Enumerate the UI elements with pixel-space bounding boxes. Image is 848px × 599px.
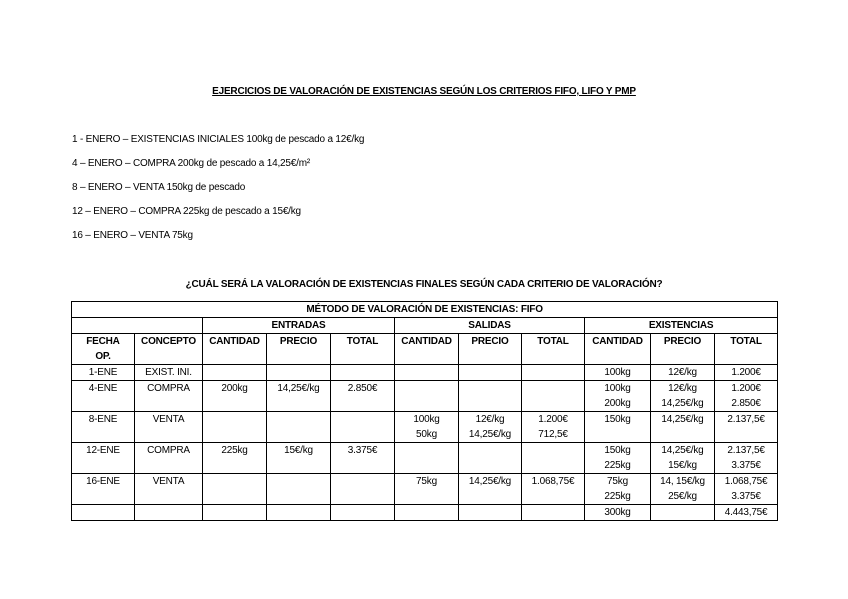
statement-line-2: 4 – ENERO – COMPRA 200kg de pescado a 14,25€/m² — [72, 158, 310, 169]
cell-entradas-precio — [267, 412, 331, 443]
cell-concepto: VENTA — [135, 474, 203, 505]
table-row — [72, 412, 778, 443]
col-salidas-precio: PRECIO — [459, 334, 522, 365]
cell-entradas-total — [331, 412, 395, 443]
cell-entradas-precio — [267, 505, 331, 521]
cell-entradas-total: 2.850€ — [331, 381, 395, 412]
cell-salidas-cantidad — [395, 443, 459, 474]
cell-entradas-cantidad — [203, 412, 267, 443]
cell-existencias-precio — [651, 505, 715, 521]
cell-existencias-cantidad: 150kg 225kg — [585, 443, 651, 474]
cell-entradas-total — [331, 365, 395, 381]
cell-entradas-total — [331, 505, 395, 521]
cell-salidas-precio — [459, 381, 522, 412]
col-salidas-total: TOTAL — [522, 334, 585, 365]
col-entradas-total: TOTAL — [331, 334, 395, 365]
column-header-row — [72, 334, 778, 365]
group-entradas: ENTRADAS — [203, 318, 395, 334]
cell-fecha: 12-ENE — [72, 443, 135, 474]
cell-salidas-total — [522, 381, 585, 412]
cell-existencias-cantidad: 150kg — [585, 412, 651, 443]
cell-entradas-cantidad — [203, 505, 267, 521]
statement-line-4: 12 – ENERO – COMPRA 225kg de pescado a 15€/kg — [72, 206, 301, 217]
cell-entradas-total: 3.375€ — [331, 443, 395, 474]
cell-entradas-cantidad: 225kg — [203, 443, 267, 474]
col-existencias-total: TOTAL — [715, 334, 778, 365]
table-caption-row — [72, 302, 778, 318]
group-salidas: SALIDAS — [395, 318, 585, 334]
col-entradas-precio: PRECIO — [267, 334, 331, 365]
statement-line-5: 16 – ENERO – VENTA 75kg — [72, 230, 193, 241]
cell-salidas-precio — [459, 365, 522, 381]
cell-entradas-total — [331, 474, 395, 505]
cell-entradas-cantidad — [203, 365, 267, 381]
fifo-valuation-table — [71, 301, 778, 521]
group-existencias: EXISTENCIAS — [585, 318, 778, 334]
cell-concepto: VENTA — [135, 412, 203, 443]
col-entradas-cantidad: CANTIDAD — [203, 334, 267, 365]
cell-entradas-precio: 15€/kg — [267, 443, 331, 474]
col-concepto: CONCEPTO — [135, 334, 203, 365]
cell-salidas-cantidad — [395, 505, 459, 521]
table-row — [72, 474, 778, 505]
cell-concepto: EXIST. INI. — [135, 365, 203, 381]
cell-existencias-cantidad: 75kg 225kg — [585, 474, 651, 505]
cell-entradas-precio — [267, 365, 331, 381]
cell-entradas-precio: 14,25€/kg — [267, 381, 331, 412]
cell-salidas-precio — [459, 505, 522, 521]
cell-existencias-precio: 12€/kg 14,25€/kg — [651, 381, 715, 412]
cell-existencias-total: 2.137,5€ — [715, 412, 778, 443]
cell-salidas-total — [522, 443, 585, 474]
cell-salidas-cantidad: 75kg — [395, 474, 459, 505]
cell-existencias-total: 1.068,75€ 3.375€ — [715, 474, 778, 505]
cell-existencias-precio: 14, 15€/kg 25€/kg — [651, 474, 715, 505]
cell-concepto: COMPRA — [135, 381, 203, 412]
cell-existencias-total: 1.200€ 2.850€ — [715, 381, 778, 412]
cell-entradas-cantidad — [203, 474, 267, 505]
cell-salidas-precio: 12€/kg 14,25€/kg — [459, 412, 522, 443]
cell-salidas-total: 1.200€ 712,5€ — [522, 412, 585, 443]
cell-existencias-precio: 12€/kg — [651, 365, 715, 381]
cell-existencias-total: 1.200€ — [715, 365, 778, 381]
group-header-row — [72, 318, 778, 334]
cell-final-total: 4.443,75€ — [715, 505, 778, 521]
statement-line-1: 1 - ENERO – EXISTENCIAS INICIALES 100kg de pescado a 12€/kg — [72, 134, 365, 145]
cell-existencias-cantidad: 100kg 200kg — [585, 381, 651, 412]
cell-salidas-total — [522, 365, 585, 381]
cell-existencias-total: 2.137,5€ 3.375€ — [715, 443, 778, 474]
cell-salidas-cantidad — [395, 381, 459, 412]
cell-fecha: 16-ENE — [72, 474, 135, 505]
cell-entradas-precio — [267, 474, 331, 505]
cell-existencias-precio: 14,25€/kg — [651, 412, 715, 443]
cell-concepto: COMPRA — [135, 443, 203, 474]
final-total-row — [72, 505, 778, 521]
table-row — [72, 365, 778, 381]
document-title: EJERCICIOS DE VALORACIÓN DE EXISTENCIAS SEGÚN LOS CRITERIOS FIFO, LIFO Y PMP — [212, 86, 636, 97]
cell-salidas-precio — [459, 443, 522, 474]
statement-line-3: 8 – ENERO – VENTA 150kg de pescado — [72, 182, 246, 193]
cell-salidas-cantidad — [395, 365, 459, 381]
cell-entradas-cantidad: 200kg — [203, 381, 267, 412]
col-existencias-cantidad: CANTIDAD — [585, 334, 651, 365]
cell-concepto — [135, 505, 203, 521]
cell-final-cantidad: 300kg — [585, 505, 651, 521]
col-existencias-precio: PRECIO — [651, 334, 715, 365]
cell-existencias-cantidad: 100kg — [585, 365, 651, 381]
cell-salidas-precio: 14,25€/kg — [459, 474, 522, 505]
table-row — [72, 443, 778, 474]
cell-fecha — [72, 505, 135, 521]
cell-salidas-total — [522, 505, 585, 521]
cell-salidas-total: 1.068,75€ — [522, 474, 585, 505]
col-salidas-cantidad: CANTIDAD — [395, 334, 459, 365]
cell-salidas-cantidad: 100kg 50kg — [395, 412, 459, 443]
cell-fecha: 8-ENE — [72, 412, 135, 443]
cell-existencias-precio: 14,25€/kg 15€/kg — [651, 443, 715, 474]
table-row — [72, 381, 778, 412]
question-heading: ¿CUÁL SERÁ LA VALORACIÓN DE EXISTENCIAS FINALES SEGÚN CADA CRITERIO DE VALORACIÓN? — [185, 279, 663, 290]
table-caption: MÉTODO DE VALORACIÓN DE EXISTENCIAS: FIFO — [72, 302, 778, 318]
empty-group-cell — [72, 318, 203, 334]
cell-fecha: 4-ENE — [72, 381, 135, 412]
col-fecha: FECHA OP. — [72, 334, 135, 365]
cell-fecha: 1-ENE — [72, 365, 135, 381]
